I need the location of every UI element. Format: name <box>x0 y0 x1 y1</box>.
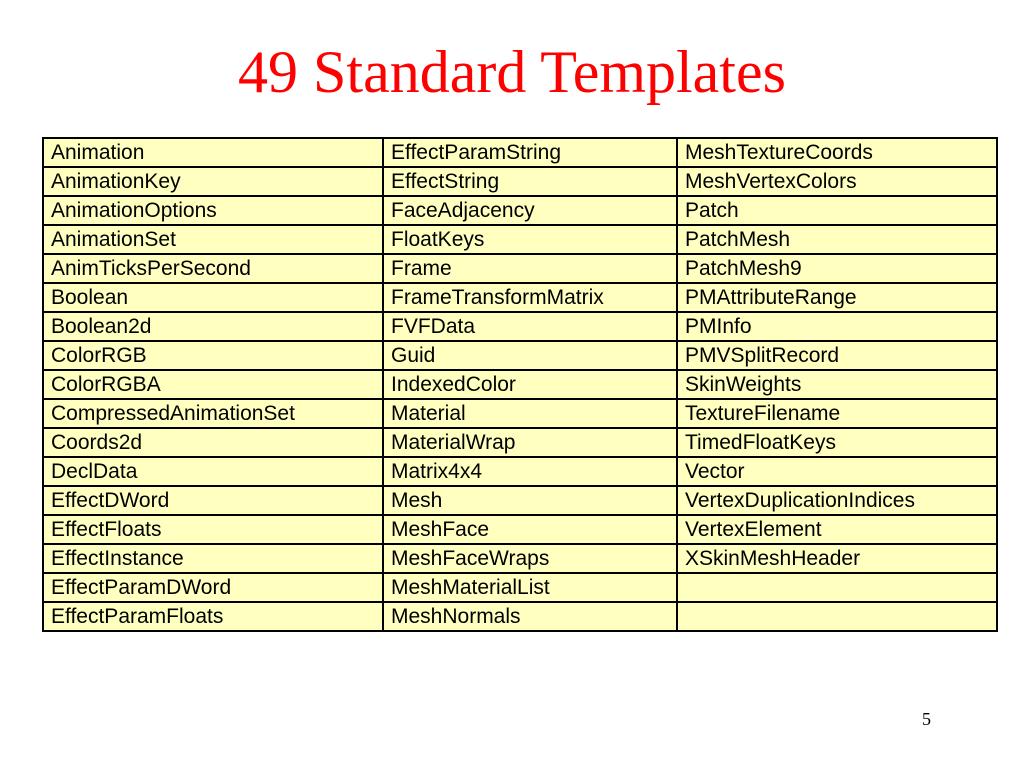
table-row <box>43 225 997 254</box>
table-cell: EffectParamFloats <box>43 602 383 631</box>
table-row <box>43 167 997 196</box>
table-cell: AnimationOptions <box>43 196 383 225</box>
table-row <box>43 515 997 544</box>
table-row <box>43 486 997 515</box>
table-cell: EffectParamDWord <box>43 573 383 602</box>
table-cell: MeshVertexColors <box>677 167 997 196</box>
table-cell: FVFData <box>383 312 677 341</box>
table-cell: XSkinMeshHeader <box>677 544 997 573</box>
table-cell: Patch <box>677 196 997 225</box>
table-cell: CompressedAnimationSet <box>43 399 383 428</box>
table-cell <box>677 602 997 631</box>
page-number: 5 <box>922 709 931 729</box>
table-cell: VertexDuplicationIndices <box>677 486 997 515</box>
table-cell <box>677 573 997 602</box>
table-cell: EffectInstance <box>43 544 383 573</box>
table-cell: MeshFace <box>383 515 677 544</box>
table-row <box>43 254 997 283</box>
table-row <box>43 399 997 428</box>
table-cell: SkinWeights <box>677 370 997 399</box>
table-row <box>43 138 997 167</box>
table-cell: EffectString <box>383 167 677 196</box>
table-cell: PMVSplitRecord <box>677 341 997 370</box>
table-row <box>43 370 997 399</box>
table-cell: Guid <box>383 341 677 370</box>
table-cell: MaterialWrap <box>383 428 677 457</box>
table-cell: Animation <box>43 138 383 167</box>
templates-table-container <box>42 137 998 632</box>
table-row <box>43 283 997 312</box>
table-cell: FrameTransformMatrix <box>383 283 677 312</box>
table-cell: DeclData <box>43 457 383 486</box>
table-cell: Coords2d <box>43 428 383 457</box>
table-cell: PatchMesh <box>677 225 997 254</box>
table-cell: FaceAdjacency <box>383 196 677 225</box>
table-cell: VertexElement <box>677 515 997 544</box>
table-row <box>43 544 997 573</box>
table-row <box>43 428 997 457</box>
table-cell: EffectDWord <box>43 486 383 515</box>
templates-table-body <box>43 138 997 631</box>
table-cell: Mesh <box>383 486 677 515</box>
table-cell: TextureFilename <box>677 399 997 428</box>
table-cell: ColorRGB <box>43 341 383 370</box>
table-cell: EffectParamString <box>383 138 677 167</box>
table-row <box>43 312 997 341</box>
table-cell: MeshNormals <box>383 602 677 631</box>
table-cell: AnimTicksPerSecond <box>43 254 383 283</box>
table-row <box>43 196 997 225</box>
table-cell: IndexedColor <box>383 370 677 399</box>
slide-title: 49 Standard Templates <box>238 39 786 105</box>
table-row <box>43 341 997 370</box>
table-cell: TimedFloatKeys <box>677 428 997 457</box>
table-cell: Boolean2d <box>43 312 383 341</box>
table-cell: AnimationKey <box>43 167 383 196</box>
table-row <box>43 457 997 486</box>
table-cell: Matrix4x4 <box>383 457 677 486</box>
table-cell: Vector <box>677 457 997 486</box>
table-row <box>43 602 997 631</box>
table-cell: ColorRGBA <box>43 370 383 399</box>
table-cell: AnimationSet <box>43 225 383 254</box>
table-cell: PMInfo <box>677 312 997 341</box>
table-row <box>43 573 997 602</box>
table-cell: Frame <box>383 254 677 283</box>
table-cell: PatchMesh9 <box>677 254 997 283</box>
table-cell: EffectFloats <box>43 515 383 544</box>
templates-table <box>42 137 998 632</box>
table-cell: FloatKeys <box>383 225 677 254</box>
table-cell: PMAttributeRange <box>677 283 997 312</box>
table-cell: MeshFaceWraps <box>383 544 677 573</box>
table-cell: MeshMaterialList <box>383 573 677 602</box>
table-cell: MeshTextureCoords <box>677 138 997 167</box>
table-cell: Material <box>383 399 677 428</box>
table-cell: Boolean <box>43 283 383 312</box>
